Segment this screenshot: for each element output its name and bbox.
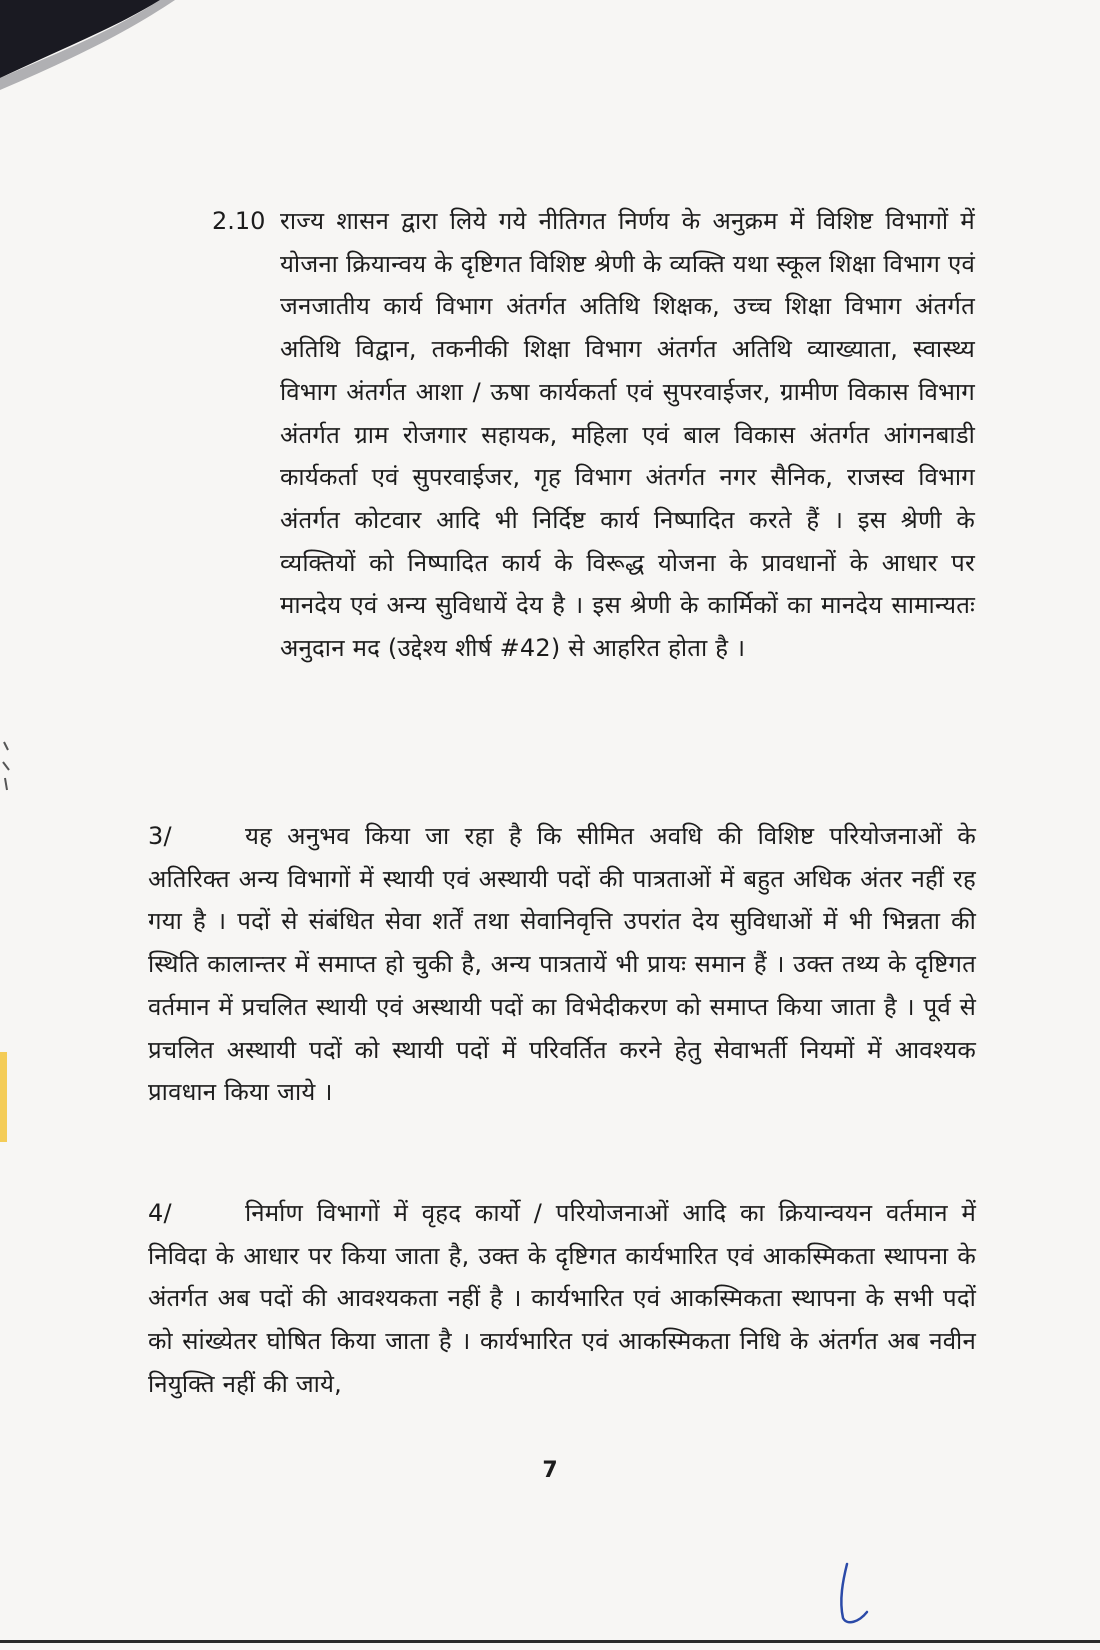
section-number-2-10: 2.10 bbox=[212, 207, 266, 235]
scan-corner-shadow-shape bbox=[0, 0, 1100, 90]
handwritten-initial bbox=[825, 1560, 875, 1634]
scan-bottom-edge bbox=[0, 1640, 1100, 1643]
left-edge-mark bbox=[0, 740, 14, 804]
scan-corner-shadow bbox=[0, 0, 1100, 90]
section-4-text: निर्माण विभागों में वृहद कार्यो / परियोजनाओं आदि का क्रियान्वयन वर्तमान में निविदा के आधार पर किया जाता है, उक्त के दृष्टिगत कार्यभारित एवं आकस्मिकता स्थापना के अंतर्गत अब पदों की आवश्यकता नहीं है । कार्यभारित एवं आकस्मिकता स्थापना के सभी पदों को सांख्येतर घोषित किया जाता है । कार्यभारित एवं आकस्मिकता निधि के अंतर्गत अब नवीन नियुक्ति नहीं की जाये, bbox=[148, 1199, 976, 1398]
section-2-10-paragraph: राज्य शासन द्वारा लिये गये नीतिगत निर्णय के अनुक्रम में विशिष्ट विभागों में योजना क्रियान्वय के दृष्टिगत विशिष्ट श्रेणी के व्यक्ति यथा स्कूल शिक्षा विभाग एवं जनजातीय कार्य विभाग अंतर्गत अतिथि शिक्षक, उच्च शिक्षा विभाग अंतर्गत अतिथि विद्वान, तकनीकी शिक्षा विभाग अंतर्गत अतिथि व्याख्याता, स्वास्थ्य विभाग अंतर्गत आशा / ऊषा कार्यकर्ता एवं सुपरवाईजर, ग्रामीण विकास विभाग अंतर्गत ग्राम रोजगार सहायक, महिला एवं बाल विकास अंतर्गत आंगनबाडी कार्यकर्ता एवं सुपरवाईजर, गृह विभाग अंतर्गत नगर सैनिक, राजस्व विभाग अंतर्गत कोटवार आदि भी निर्दिष्ट कार्य निष्पादित करते हैं । इस श्रेणी के व्यक्तियों को निष्पादित कार्य के विरूद्ध योजना के प्रावधानों के आधार पर मानदेय एवं अन्य सुविधायें देय है । इस श्रेणी के कार्मिकों का मानदेय सामान्यतः अनुदान मद (उद्देश्य शीर्ष #42) से आहरित होता है । bbox=[280, 207, 975, 663]
left-edge-highlight bbox=[0, 1052, 8, 1146]
section-number-3: 3/ bbox=[148, 822, 172, 850]
section-4-paragraph bbox=[148, 1192, 976, 1406]
section-3-paragraph bbox=[148, 815, 976, 1114]
page-number: 7 bbox=[542, 1458, 558, 1483]
section-3-text: यह अनुभव किया जा रहा है कि सीमित अवधि की विशिष्ट परियोजनाओं के अतिरिक्त अन्य विभागों में स्थायी एवं अस्थायी पदों की पात्रताओं में बहुत अधिक अंतर नहीं रह गया है । पदों से संबंधित सेवा शर्तें तथा सेवानिवृत्ति उपरांत देय सुविधाओं में भी भिन्नता की स्थिति कालान्तर में समाप्त हो चुकी है, अन्य पात्रतायें भी प्रायः समान हैं । उक्त तथ्य के दृष्टिगत वर्तमान में प्रचलित स्थायी एवं अस्थायी पदों का विभेदीकरण को समाप्त किया जाता है । पूर्व से प्रचलित अस्थायी पदों को स्थायी पदों में परिवर्तित करने हेतु सेवाभर्ती नियमों में आवश्यक प्रावधान किया जाये । bbox=[148, 822, 976, 1107]
section-number-4: 4/ bbox=[148, 1199, 172, 1227]
handwritten-initial-stroke bbox=[825, 1560, 875, 1630]
